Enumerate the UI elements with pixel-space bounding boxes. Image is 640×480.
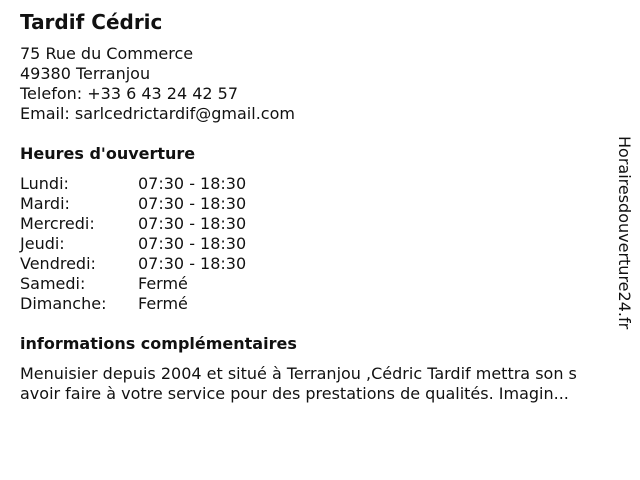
hours-time: 07:30 - 18:30 bbox=[138, 254, 247, 273]
hours-day: Samedi: bbox=[20, 274, 86, 293]
email-address: Email: sarlcedrictardif@gmail.com bbox=[20, 104, 295, 123]
description-line-1: Menuisier depuis 2004 et situé à Terranjou ,Cédric Tardif mettra son s bbox=[20, 364, 577, 383]
hours-day: Mercredi: bbox=[20, 214, 95, 233]
hours-day: Jeudi: bbox=[20, 234, 65, 253]
address-street: 75 Rue du Commerce bbox=[20, 44, 194, 63]
hours-time: 07:30 - 18:30 bbox=[138, 194, 247, 213]
description-line-2: avoir faire à votre service pour des prestations de qualités. Imagin... bbox=[20, 384, 569, 403]
additional-info-heading: informations complémentaires bbox=[20, 334, 297, 353]
site-watermark: Horairesdouverture24.fr bbox=[615, 136, 634, 330]
hours-day: Dimanche: bbox=[20, 294, 107, 313]
hours-time: 07:30 - 18:30 bbox=[138, 174, 247, 193]
hours-day: Vendredi: bbox=[20, 254, 96, 273]
hours-day: Mardi: bbox=[20, 194, 70, 213]
phone-number: Telefon: +33 6 43 24 42 57 bbox=[20, 84, 239, 103]
business-name: Tardif Cédric bbox=[20, 10, 163, 34]
hours-time: Fermé bbox=[138, 294, 188, 313]
hours-day: Lundi: bbox=[20, 174, 69, 193]
opening-hours-heading: Heures d'ouverture bbox=[20, 144, 196, 163]
hours-time: 07:30 - 18:30 bbox=[138, 214, 247, 233]
hours-time: Fermé bbox=[138, 274, 188, 293]
address-city: 49380 Terranjou bbox=[20, 64, 151, 83]
hours-time: 07:30 - 18:30 bbox=[138, 234, 247, 253]
